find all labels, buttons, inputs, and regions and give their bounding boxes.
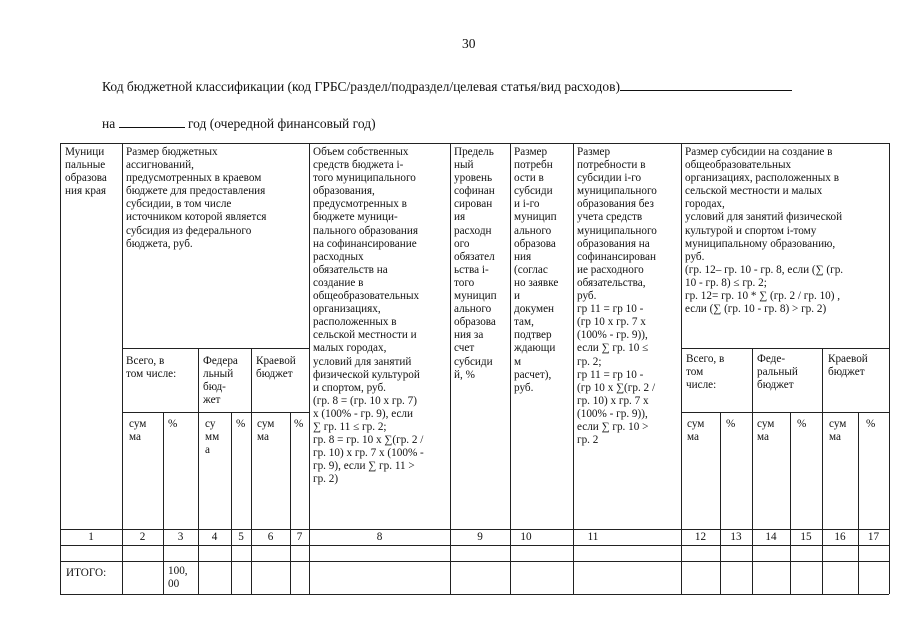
table-vline-7-8: [309, 143, 310, 594]
col-number: 12: [694, 531, 707, 543]
col-number: 7: [296, 531, 303, 543]
header-regional-b: Краевой бюджет: [828, 353, 868, 379]
header-sum-col6: сум ма: [257, 418, 275, 444]
table-vline-2-3: [163, 412, 164, 594]
table-line-spacer: [60, 561, 889, 562]
table-vline-3-4: [198, 348, 199, 594]
col-number: 9: [477, 531, 483, 543]
table-border-top: [60, 143, 889, 144]
col-number: 8: [376, 531, 383, 543]
header-municipalities: Муници пальные образова ния края: [65, 146, 107, 198]
header-pct-col15: %: [797, 418, 807, 430]
total-col3-value: 100, 00: [168, 565, 188, 591]
header-need-without-cofinancing: Размер потребности в субсидии i-го муниципального образования без учета средств муниципального образования на софинансирован ие расходного обязательства, руб. гр 11 = гр 10 - (гр 10 х гр. 7 х (100% - гр. 9)), если ∑ гр. 10 ≤ гр. 2; гр 11 = гр 10 - (гр 10 х ∑(гр. 2 / гр. 10) х гр. 7 х (100% - гр. 9)), если ∑ гр. 10 > гр. 2: [577, 146, 657, 447]
col-number: 13: [730, 531, 742, 543]
table-vline-1-2: [122, 143, 123, 594]
table-vline-13-14: [752, 348, 753, 594]
col-number: 5: [238, 531, 244, 543]
col-number: 3: [177, 531, 184, 543]
table-border-left: [60, 143, 61, 594]
col-number: 15: [800, 531, 812, 543]
header-pct-col13: %: [726, 418, 736, 430]
budget-classification-blank: [620, 77, 792, 91]
table-vline-16-17: [858, 412, 859, 594]
header-pct-col5: %: [236, 418, 246, 430]
header-pct-col7: %: [294, 418, 304, 430]
header-total-incl-a: Всего, в том числе:: [126, 355, 177, 381]
table-vline-10-11: [573, 143, 574, 594]
header-sum-col4: су мм а: [205, 418, 220, 457]
table-vline-8-9: [450, 143, 451, 594]
header-federal-a: Федера льный бюд- жет: [203, 355, 238, 407]
table-border-right: [889, 143, 890, 594]
financial-year-prefix: на: [102, 116, 116, 131]
header-sum-col12: сум ма: [687, 418, 705, 444]
table-border-bottom: [60, 594, 889, 595]
table-vline-14-15: [790, 412, 791, 594]
header-sum-col16: сум ма: [829, 418, 847, 444]
table-vline-12-13: [720, 412, 721, 594]
budget-classification-label: Код бюджетной классификации (код ГРБС/раздел/подраздел/целевая статья/вид расходов): [102, 79, 620, 94]
financial-year-suffix: год (очередной финансовый год): [187, 116, 376, 131]
col-number: 6: [267, 531, 274, 543]
financial-year-blank: [119, 114, 185, 128]
financial-year-line: [102, 114, 376, 132]
col-number: 2: [139, 531, 146, 543]
table-line-col-numbers-top: [60, 529, 889, 530]
header-own-funds: Объем собственных средств бюджета i- того муниципального образования, предусмотренных в бюджете муници- пального образования на софинансирование расходных обязательств на создание в общеобразовательных организациях, расположенных в сельской местности и малых городах, условий для занятий физической культурой и спортом, руб. (гр. 8 = (гр. 10 х гр. 7) х (100% - гр. 9), если ∑ гр. 11 ≤ гр. 2; гр. 8 = гр. 10 х ∑(гр. 2 / гр. 10) х гр. 7 х (100% - гр. 9), если ∑ гр. 11 > гр. 2): [313, 146, 424, 486]
table-line-subheader-b: [681, 348, 889, 349]
table-line-subheader-a: [122, 348, 309, 349]
header-sum-col14: сум ма: [757, 418, 775, 444]
total-label: ИТОГО:: [66, 567, 107, 579]
table-vline-9-10: [510, 143, 511, 594]
header-budget-allocations: Размер бюджетных ассигнований, предусмотренных в краевом бюджете для предоставления субсидии, в том числе источником которой является субсидия из федерального бюджета, руб.: [126, 146, 267, 250]
header-pct-col17: %: [866, 418, 876, 430]
table-vline-6-7: [290, 412, 291, 594]
header-sum-col2: сум ма: [129, 418, 147, 444]
header-subsidy-size: Размер субсидии на создание в общеобразовательных организациях, расположенных в сельской местности и малых городах, условий для занятий физической культурой и спортом i-тому муниципальному образованию, руб. (гр. 12– гр. 10 - гр. 8, если (∑ (гр. 10 - гр. 8) ≤ гр. 2; гр. 12= гр. 10 * ∑ (гр. 2 / гр. 10) , если (∑ (гр. 10 - гр. 8) > гр. 2): [685, 146, 844, 316]
budget-classification-line: [102, 77, 792, 95]
header-federal-b: Феде- ральный бюджет: [757, 353, 798, 392]
header-cofinancing-level: Предель ный уровень софинан сирован ия расходн ого обязател ьства i- того муницип ального образова ния за счет субсиди й, %: [454, 146, 497, 381]
header-regional-a: Краевой бюджет: [256, 355, 296, 381]
col-number: 1: [88, 531, 94, 543]
page-number: 30: [462, 36, 476, 51]
table-line-sum-header-a: [122, 412, 309, 413]
table-line-col-numbers-bottom: [60, 545, 889, 546]
table-vline-11-12: [681, 143, 682, 594]
header-pct-col3: %: [168, 418, 178, 430]
table-vline-15-16: [822, 348, 823, 594]
col-number: 17: [867, 531, 880, 543]
table-vline-4-5: [231, 412, 232, 594]
col-number: 16: [834, 531, 846, 543]
col-number: 10: [520, 531, 532, 543]
header-need-size: Размер потребн ости в субсиди и i-го муницип ального образова ния (соглас но заявке и докумен там, подтвер ждающи м расчет), руб.: [514, 146, 559, 394]
header-total-incl-b: Всего, в том числе:: [686, 353, 725, 392]
table-vline-5-6: [251, 348, 252, 594]
col-number: 14: [765, 531, 777, 543]
col-number: 4: [211, 531, 218, 543]
col-number: 11: [587, 531, 599, 543]
